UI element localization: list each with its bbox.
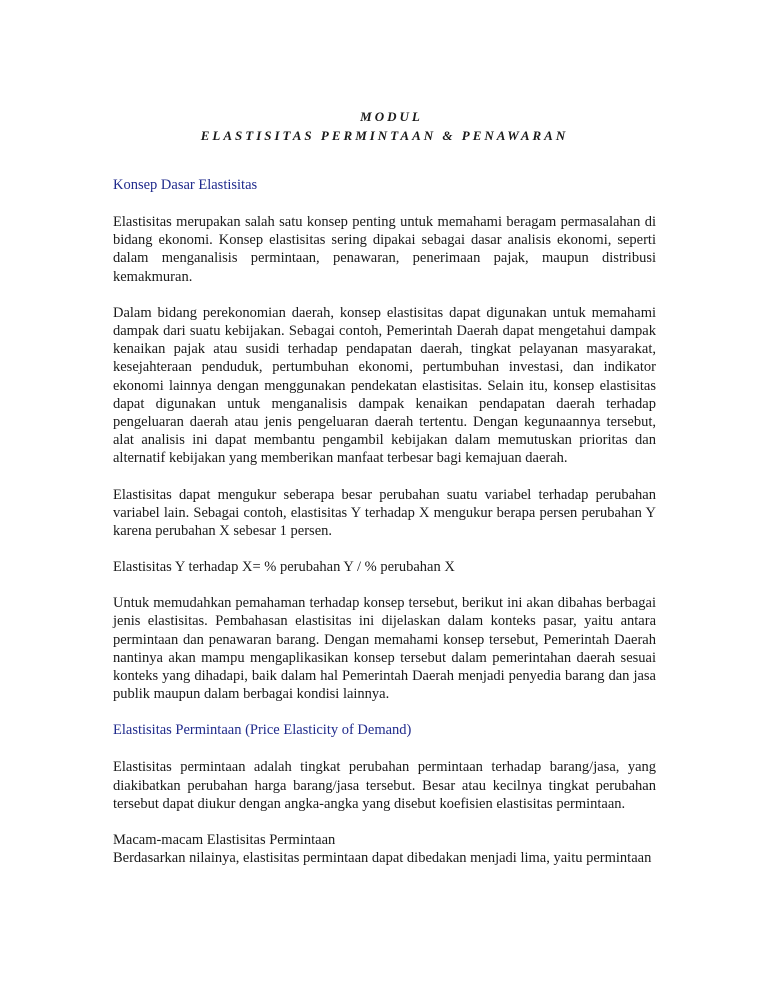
section-heading-elastisitas-permintaan: Elastisitas Permintaan (Price Elasticity of Demand): [113, 722, 412, 739]
section-heading-konsep-dasar: Konsep Dasar Elastisitas: [113, 177, 258, 193]
title-line-2: ELASTISITAS PERMINTAAN & PENAWARAN: [200, 128, 569, 143]
title-line-1: MODUL: [360, 109, 423, 124]
subheading-macam-elastisitas: Macam-macam Elastisitas Permintaan: [113, 832, 336, 849]
paragraph-6: Berdasarkan nilainya, elastisitas permintaan dapat dibedakan menjadi lima, yaitu permintaan: [113, 850, 652, 867]
paragraph-3: Elastisitas dapat mengukur seberapa besar perubahan suatu variabel terhadap perubahan variabel lain. Sebagai contoh, elastisitas Y terhadap X mengukur berapa persen perubahan Y karena perubahan X sebesar 1 persen.: [113, 486, 656, 540]
paragraph-2: Dalam bidang perekonomian daerah, konsep elastisitas dapat digunakan untuk memahami dampak dari suatu kebijakan. Sebagai contoh, Pemerintah Daerah dapat mengetahui dampak kenaikan pajak atau susidi terhadap pendapatan daerah, tingkat pelayanan masyarakat, kesejahteraan penduduk, pertumbuhan ekonomi, pertumbuhan investasi, dan indikator ekonomi lainnya dengan menggunakan pendekatan elastisitas. Selain itu, konsep elastisitas dapat digunakan untuk menganalisis dampak kenaikan pendapatan daerah terhadap pengeluaran daerah atau jenis pengeluaran daerah tertentu. Dengan kegunaannya tersebut, alat analisis ini dapat membantu pengambil kebijakan dalam memutuskan prioritas dan alternatif kebijakan yang memberikan manfaat terbesar bagi kemajuan daerah.: [113, 304, 656, 467]
paragraph-1: Elastisitas merupakan salah satu konsep penting untuk memahami beragam permasalahan di bidang ekonomi. Konsep elastisitas sering dipakai sebagai dasar analisis ekonomi, seperti dalam menganalisis permintaan, penawaran, penerimaan pajak, maupun distribusi kemakmuran.: [113, 214, 656, 285]
paragraph-5: Elastisitas permintaan adalah tingkat perubahan permintaan terhadap barang/jasa, yang diakibatkan perubahan harga barang/jasa tersebut. Besar atau kecilnya tingkat perubahan tersebut dapat diukur dengan angka-angka yang disebut koefisien elastisitas permintaan.: [113, 759, 656, 812]
document-title: [113, 107, 656, 145]
paragraph-4: Untuk memudahkan pemahaman terhadap konsep tersebut, berikut ini akan dibahas berbagai jenis elastisitas. Pembahasan elastisitas ini dijelaskan dalam konteks pasar, yaitu antara permintaan dan penawaran barang. Dengan memahami konsep tersebut, Pemerintah Daerah nantinya akan mampu mengaplikasikan konsep tersebut dalam pemerintahan daerah sesuai konteks yang dihadapi, baik dalam hal Pemerintah Daerah menjadi penyedia barang dan jasa publik maupun dalam berbagai kondisi lainnya.: [113, 595, 656, 703]
elasticity-formula: Elastisitas Y terhadap X= % perubahan Y / % perubahan X: [113, 559, 455, 576]
document-page: [113, 107, 656, 867]
